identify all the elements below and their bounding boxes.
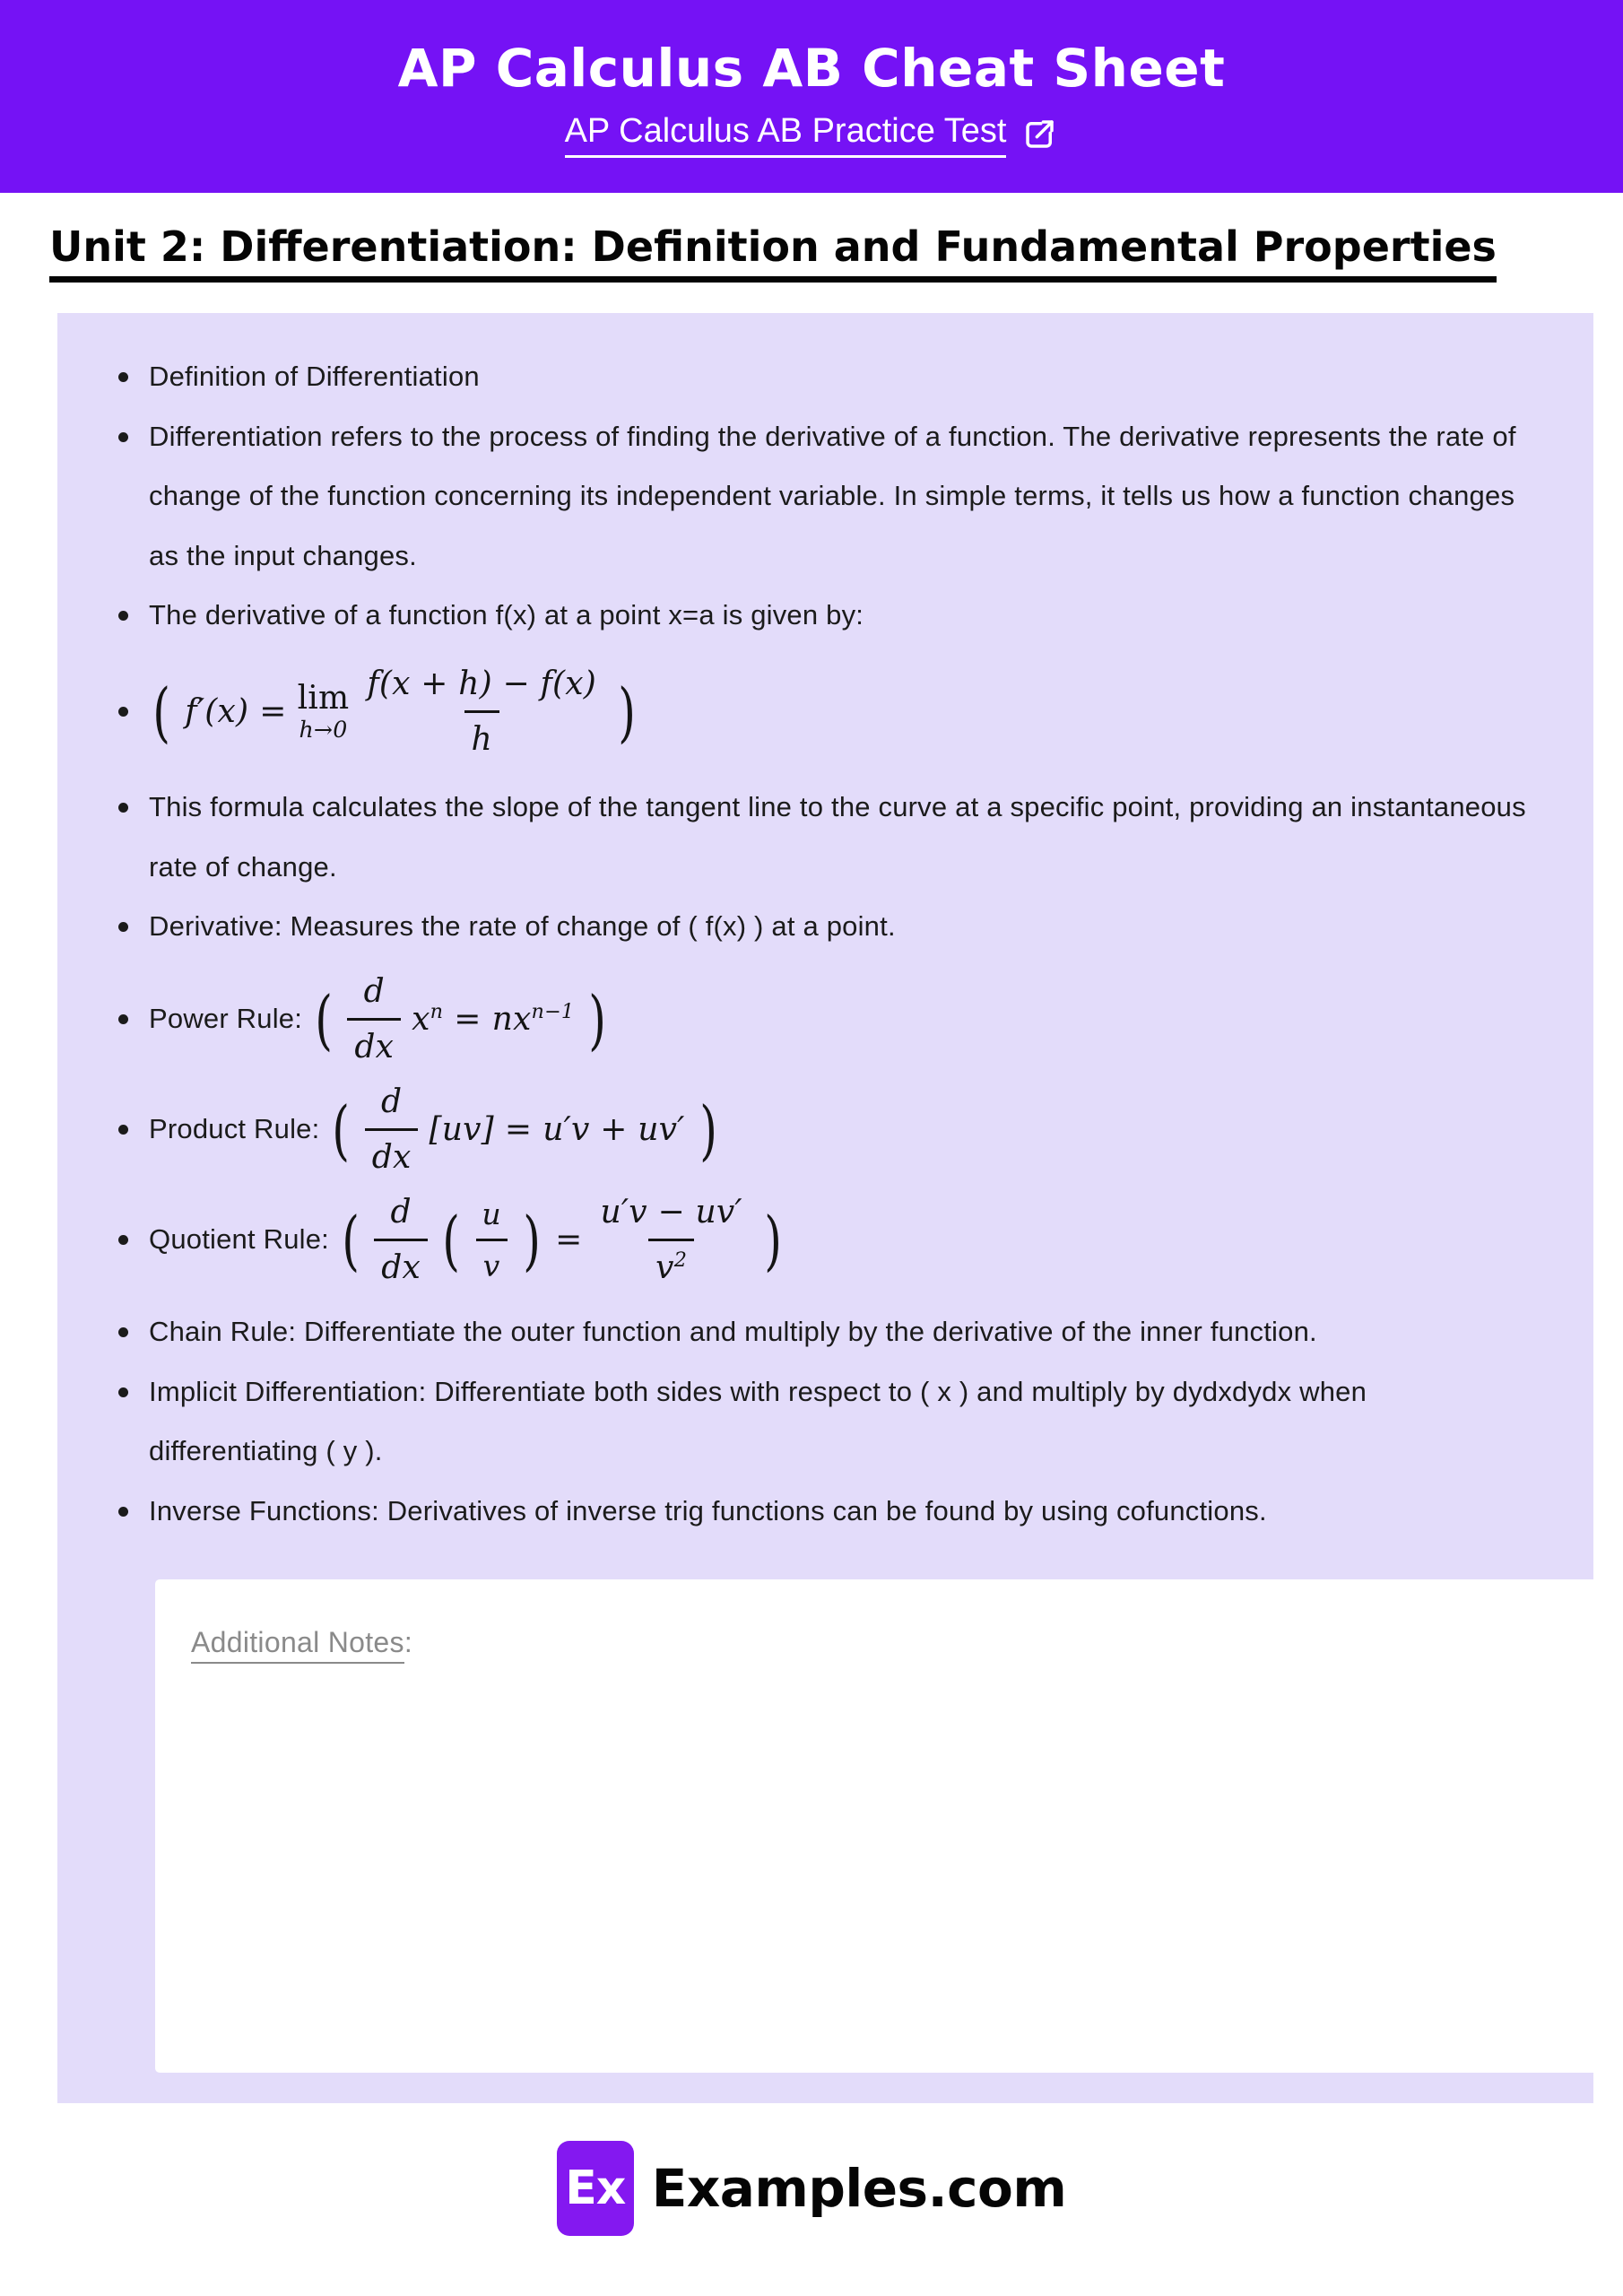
equals-sign: = <box>259 693 287 731</box>
fraction-numerator: u′v − uv′ <box>600 1194 742 1231</box>
equals-sign: = <box>454 1001 482 1039</box>
fraction-numerator: d <box>363 973 385 1011</box>
fraction-numerator: d <box>390 1194 412 1231</box>
den-base: v <box>655 1249 674 1287</box>
power-rhs <box>492 999 575 1039</box>
external-link-icon <box>1020 116 1058 153</box>
practice-test-link[interactable] <box>565 112 1059 158</box>
additional-notes-box <box>155 1579 1623 2073</box>
base: x <box>412 1001 430 1039</box>
additional-notes-colon: : <box>404 1625 413 1658</box>
unit-heading: Unit 2: Differentiation: Definition and Fundamental Properties <box>49 223 1497 283</box>
fraction-denominator: dx <box>347 1018 401 1067</box>
product-operand: [uv] <box>429 1111 494 1149</box>
u-v-fraction <box>474 1196 508 1285</box>
lim-subscript: h→0 <box>299 716 348 743</box>
logo-ex-text: Ex <box>565 2161 626 2215</box>
bullet-derivative-definition-formula <box>149 664 1541 760</box>
den-exponent: 2 <box>673 1248 688 1273</box>
bullet-product-rule <box>149 1082 1541 1178</box>
bullet-quotient-rule <box>149 1192 1541 1288</box>
product-rule-label: Product Rule: <box>149 1113 320 1145</box>
quotient-rule-formula: ( $\frac{d}{dx}$ ( $\frac{u}{v}$ ) = $\frac{u'v - uv'}{v^2}$ ) <box>342 1194 782 1287</box>
limit-block <box>297 679 350 743</box>
examples-logo-icon <box>557 2141 634 2236</box>
power-base <box>412 999 443 1039</box>
page-title: AP Calculus AB Cheat Sheet <box>397 38 1226 100</box>
fraction-numerator: d <box>380 1083 403 1121</box>
d-dx-fraction <box>365 1082 419 1178</box>
bullet-implicit-differentiation: Implicit Differentiation: Differentiate both sides with respect to ( x ) and multiply by dydxdydx when differentiating ( y ). <box>149 1362 1541 1482</box>
bullet-derivative-meaning: Derivative: Measures the rate of change of ( f(x) ) at a point. <box>149 897 1541 957</box>
brand-name: Examples.com <box>651 2157 1067 2219</box>
power-rule-formula: ( $\frac{d}{dx}$ $x^n$ = $nx^{n-1}$ ) <box>315 973 607 1066</box>
equals-sign: = <box>555 1222 583 1259</box>
bullet-power-rule <box>149 971 1541 1067</box>
content-panel <box>57 313 1593 2103</box>
fraction-denominator: dx <box>374 1239 428 1288</box>
lim-word: lim <box>297 679 350 717</box>
equals-sign: = <box>504 1111 533 1149</box>
fraction <box>360 664 603 760</box>
formula-lhs: f′(x) <box>185 693 249 731</box>
practice-test-link-label: AP Calculus AB Practice Test <box>565 112 1007 158</box>
d-dx-fraction <box>347 971 401 1067</box>
bullet-definition-title: Definition of Differentiation <box>149 347 1541 407</box>
header <box>0 0 1623 193</box>
d-dx-fraction <box>374 1192 428 1288</box>
fraction-denominator: h <box>464 710 499 760</box>
bullet-chain-rule: Chain Rule: Differentiate the outer function and multiply by the derivative of the inner function. <box>149 1302 1541 1362</box>
bullet-definition-body: Differentiation refers to the process of finding the derivative of a function. The derivative represents the rate of change of the function concerning its independent variable. In simple terms, it tells us how a function changes as the input changes. <box>149 407 1541 587</box>
unit-heading-wrap <box>0 193 1623 283</box>
fraction-denominator: v <box>476 1239 508 1284</box>
exponent: n <box>430 1000 444 1024</box>
additional-notes-label <box>191 1626 1597 1659</box>
rhs-exponent: n−1 <box>531 1000 575 1024</box>
product-rule-formula: ( $\frac{d}{dx}$ [uv] = u′v + uv′ ) <box>332 1083 717 1177</box>
power-rule-label: Power Rule: <box>149 1003 303 1035</box>
rhs-fraction <box>594 1192 750 1288</box>
fraction-denominator <box>648 1239 694 1288</box>
fraction-numerator: u <box>482 1196 501 1231</box>
bullet-derivative-intro: The derivative of a function f(x) at a point x=a is given by: <box>149 586 1541 646</box>
product-rhs: u′v + uv′ <box>542 1111 685 1149</box>
footer <box>0 2141 1623 2236</box>
additional-notes-text: Additional Notes <box>191 1626 404 1664</box>
bullet-inverse-functions: Inverse Functions: Derivatives of inverse trig functions can be found by using cofunctions. <box>149 1482 1541 1542</box>
bullet-formula-explanation: This formula calculates the slope of the tangent line to the curve at a specific point, providing an instantaneous rate of change. <box>149 778 1541 897</box>
derivative-definition-formula: ( f′(x) = lim h→0 $\frac{f(x + h) - f(x)}{h}$ ) <box>152 665 637 759</box>
fraction-denominator: dx <box>365 1128 419 1178</box>
rhs-base: nx <box>491 1001 532 1039</box>
fraction-numerator: f(x + h) − f(x) <box>367 665 597 703</box>
quotient-rule-label: Quotient Rule: <box>149 1223 329 1256</box>
bullet-list <box>117 347 1541 1542</box>
